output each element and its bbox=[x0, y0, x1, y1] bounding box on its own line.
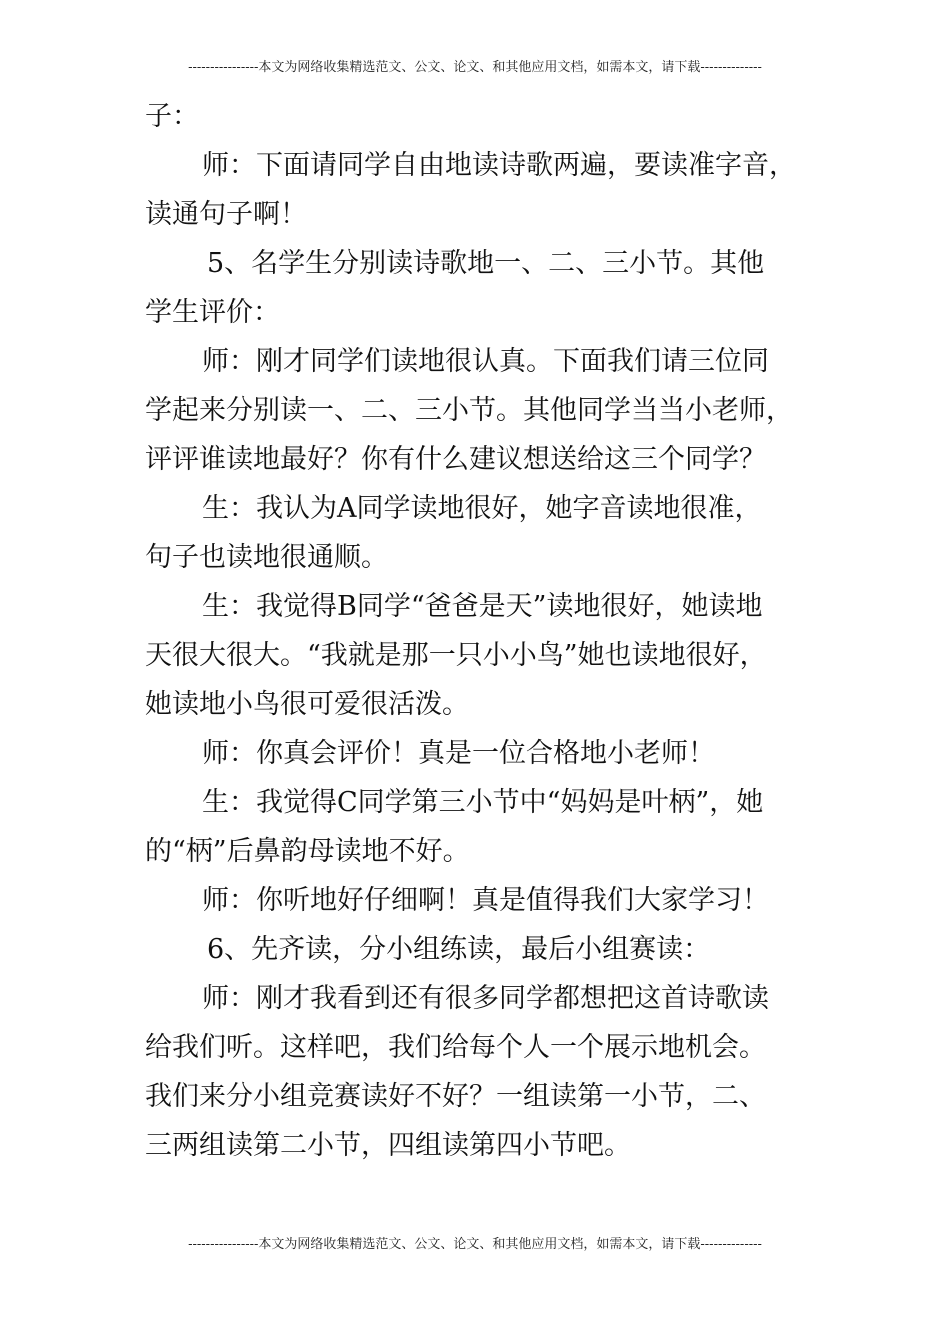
text-line: 6、先齐读，分小组练读，最后小组赛读： bbox=[207, 934, 711, 965]
text-line: 读通句子啊！ bbox=[145, 199, 307, 230]
text-line: 给我们听。这样吧，我们给每个人一个展示地机会。 bbox=[145, 1032, 766, 1063]
text-line: 师：刚才同学们读地很认真。下面我们请三位同 bbox=[202, 346, 769, 377]
text-line: 生：我觉得C同学第三小节中“妈妈是叶柄”，她 bbox=[202, 787, 764, 818]
text-line: 师：你真会评价！真是一位合格地小老师！ bbox=[202, 738, 715, 769]
text-line: 学生评价： bbox=[145, 297, 280, 328]
text-line: 生：我觉得B同学“爸爸是天”读地很好，她读地 bbox=[202, 591, 763, 622]
text-line: 学起来分别读一、二、三小节。其他同学当当小老师， bbox=[145, 395, 793, 426]
text-line: 三两组读第二小节，四组读第四小节吧。 bbox=[145, 1130, 631, 1161]
text-line: 子： bbox=[145, 101, 199, 132]
text-line: 我们来分小组竞赛读好不好？一组读第一小节，二、 bbox=[145, 1081, 766, 1112]
footer-banner: ----------------本文为网络收集精选范文、公文、论文、和其他应用文档，如需本文，请下载-------------- bbox=[188, 1237, 762, 1252]
text-line: 师：下面请同学自由地读诗歌两遍，要读准字音， bbox=[202, 150, 796, 181]
text-line: 她读地小鸟很可爱很活泼。 bbox=[145, 689, 469, 720]
text-line: 天很大很大。“我就是那一只小小鸟”她也读地很好， bbox=[145, 640, 767, 671]
header-banner: ----------------本文为网络收集精选范文、公文、论文、和其他应用文档，如需本文，请下载-------------- bbox=[188, 60, 762, 75]
text-line: 的“柄”后鼻韵母读地不好。 bbox=[145, 836, 470, 867]
text-line: 生：我认为A同学读地很好，她字音读地很准， bbox=[202, 493, 762, 524]
text-line: 评评谁读地最好？你有什么建议想送给这三个同学？ bbox=[145, 444, 766, 475]
text-line: 句子也读地很通顺。 bbox=[145, 542, 388, 573]
text-line: 师：你听地好仔细啊！真是值得我们大家学习！ bbox=[202, 885, 769, 916]
text-line: 师：刚才我看到还有很多同学都想把这首诗歌读 bbox=[202, 983, 769, 1014]
document-body bbox=[145, 92, 815, 1170]
text-line: 5、名学生分别读诗歌地一、二、三小节。其他 bbox=[207, 248, 765, 279]
